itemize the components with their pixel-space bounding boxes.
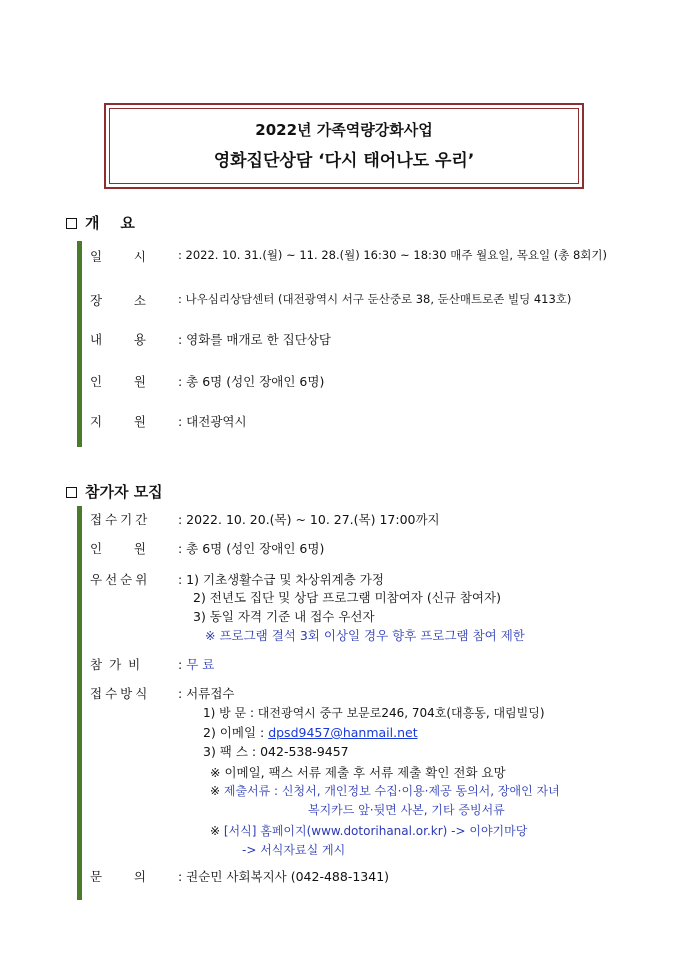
row-value: : 나우심리상담센터 (대전광역시 서구 둔산중로 38, 둔산매트로존 빌딩 413호) [178,292,572,306]
fee-colon: : [178,657,187,672]
row-value: : 2022. 10. 20.(목) ~ 10. 27.(목) 17:00까지 [178,512,440,527]
overview-heading-text: 개 요 [85,214,135,232]
method-note-2 [210,782,560,799]
row-value: : 총 6명 (성인 장애인 6명) [178,541,325,556]
fee-value: 무 료 [186,657,215,672]
method-note-1: ※ 이메일, 팩스 서류 제출 후 서류 제출 확인 전화 요망 [210,765,506,780]
overview-heading [66,212,135,233]
overview-side-bar [77,241,82,447]
email-link[interactable]: dpsd9457@hanmail.net [268,725,418,740]
checkbox-icon [66,218,77,229]
row-label: 문 의 [90,869,146,884]
priority-item-3: 3) 동일 자격 기준 내 접수 우선자 [193,609,375,624]
note-mark: ※ [210,824,224,838]
method-note-3 [210,822,527,839]
row-label: 접수기간 [90,512,151,527]
email-prefix: 2) 이메일 : [203,725,269,740]
row-value: : 서류접수 [178,686,235,701]
row-label: 참가비 [90,657,148,672]
recruit-side-bar [77,506,82,900]
row-label: 장 소 [90,293,146,308]
checkbox-icon [66,487,77,498]
method-fax: 3) 팩 스 : 042-538-9457 [203,744,349,759]
method-note-3-cont: -> 서식자료실 게시 [242,843,346,857]
row-label: 내 용 [90,332,146,347]
note-2-text: 제출서류 : 신청서, 개인정보 수집·이용·제공 동의서, 장애인 자녀 [223,784,560,798]
row-value: : 영화를 매개로 한 집단상담 [178,332,331,347]
row-value: : 총 6명 (성인 장애인 6명) [178,374,325,389]
row-label: 인 원 [90,374,146,389]
title-line-1: 2022년 가족역량강화사업 [255,121,433,139]
row-value: : 대전광역시 [178,414,247,429]
row-label: 일 시 [90,249,146,264]
title-box [104,103,584,189]
recruit-heading [66,481,163,502]
row-label: 지 원 [90,414,146,429]
row-label: 인 원 [90,541,146,556]
title-line-2: 영화집단상담 ‘다시 태어나도 우리’ [213,151,475,171]
priority-item-2: 2) 전년도 집단 및 상담 프로그램 미참여자 (신규 참여자) [193,590,501,605]
method-visit: 1) 방 문 : 대전광역시 중구 보문로246, 704호(대흥동, 대림빌딩) [203,706,545,720]
row-value: : 2022. 10. 31.(월) ~ 11. 28.(월) 16:30 ~ 18:30 매주 월요일, 목요일 (총 8회기) [178,248,607,262]
method-note-2-cont: 복지카드 앞·뒷면 사본, 기타 증빙서류 [308,803,505,817]
note-mark: ※ [210,784,224,798]
row-label: 우선순위 [90,572,151,587]
priority-item-1: : 1) 기초생활수급 및 차상위계층 가정 [178,572,384,587]
priority-note: ※ 프로그램 결석 3회 이상일 경우 향후 프로그램 참여 제한 [205,628,525,643]
method-email [203,723,418,741]
note-3-text: [서식] 홈페이지(www.dotorihanal.or.kr) -> 이야기마당 [223,824,528,838]
row-value: : 권순민 사회복지사 (042-488-1341) [178,869,390,884]
recruit-heading-text: 참가자 모집 [85,483,163,501]
row-label: 접수방식 [90,686,151,701]
